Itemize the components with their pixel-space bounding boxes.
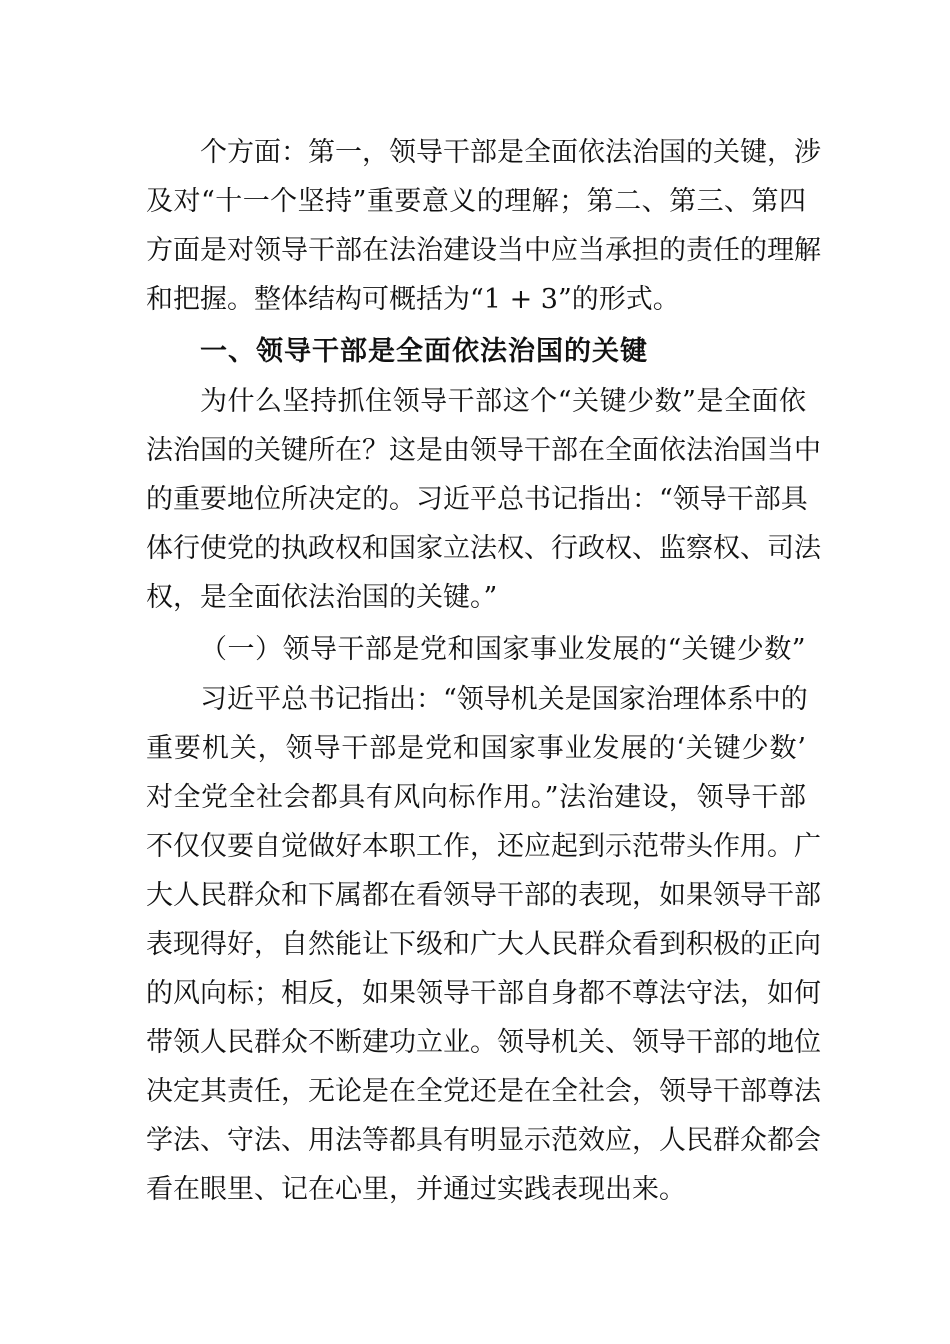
subsection-line-7: 的风向标；相反，如果领导干部自身都不尊法守法，如何: [146, 978, 821, 1009]
subsection-line-1: 习近平总书记指出：“领导机关是国家治理体系中的: [200, 684, 808, 715]
section-line-5: 权，是全面依法治国的关键。”: [146, 582, 498, 613]
subsection-line-3: 对全党全社会都具有风向标作用。”法治建设，领导干部: [146, 782, 806, 813]
subsection-heading: （一）领导干部是党和国家事业发展的“关键少数”: [200, 634, 807, 665]
subsection-line-8: 带领人民群众不断建功立业。领导机关、领导干部的地位: [146, 1027, 821, 1058]
subsection-line-10: 学法、守法、用法等都具有明显示范效应，人民群众都会: [146, 1125, 821, 1156]
intro-line-2: 及对“十一个坚持”重要意义的理解；第二、第三、第四: [146, 186, 806, 217]
section-line-1: 为什么坚持抓住领导干部这个“关键少数”是全面依: [200, 386, 806, 417]
subsection-line-4: 不仅仅要自觉做好本职工作，还应起到示范带头作用。广: [146, 831, 821, 862]
intro-line-4: 和把握。整体结构可概括为“1 + 3”的形式。: [146, 284, 680, 315]
subsection-line-9: 决定其责任，无论是在全党还是在全社会，领导干部尊法: [146, 1076, 821, 1107]
subsection-line-6: 表现得好，自然能让下级和广大人民群众看到积极的正向: [146, 929, 821, 960]
section-heading: 一、领导干部是全面依法治国的关键: [200, 336, 648, 367]
subsection-line-5: 大人民群众和下属都在看领导干部的表现，如果领导干部: [146, 880, 821, 911]
intro-line-3: 方面是对领导干部在法治建设当中应当承担的责任的理解: [146, 235, 821, 266]
section-line-2: 法治国的关键所在？这是由领导干部在全面依法治国当中: [146, 435, 821, 466]
subsection-line-2: 重要机关，领导干部是党和国家事业发展的‘关键少数’: [146, 733, 806, 764]
section-line-4: 体行使党的执政权和国家立法权、行政权、监察权、司法: [146, 533, 821, 564]
subsection-line-11: 看在眼里、记在心里，并通过实践表现出来。: [146, 1174, 686, 1205]
intro-line-1: 个方面：第一，领导干部是全面依法治国的关键，涉: [200, 137, 821, 168]
section-line-3: 的重要地位所决定的。习近平总书记指出：“领导干部具: [146, 484, 808, 515]
